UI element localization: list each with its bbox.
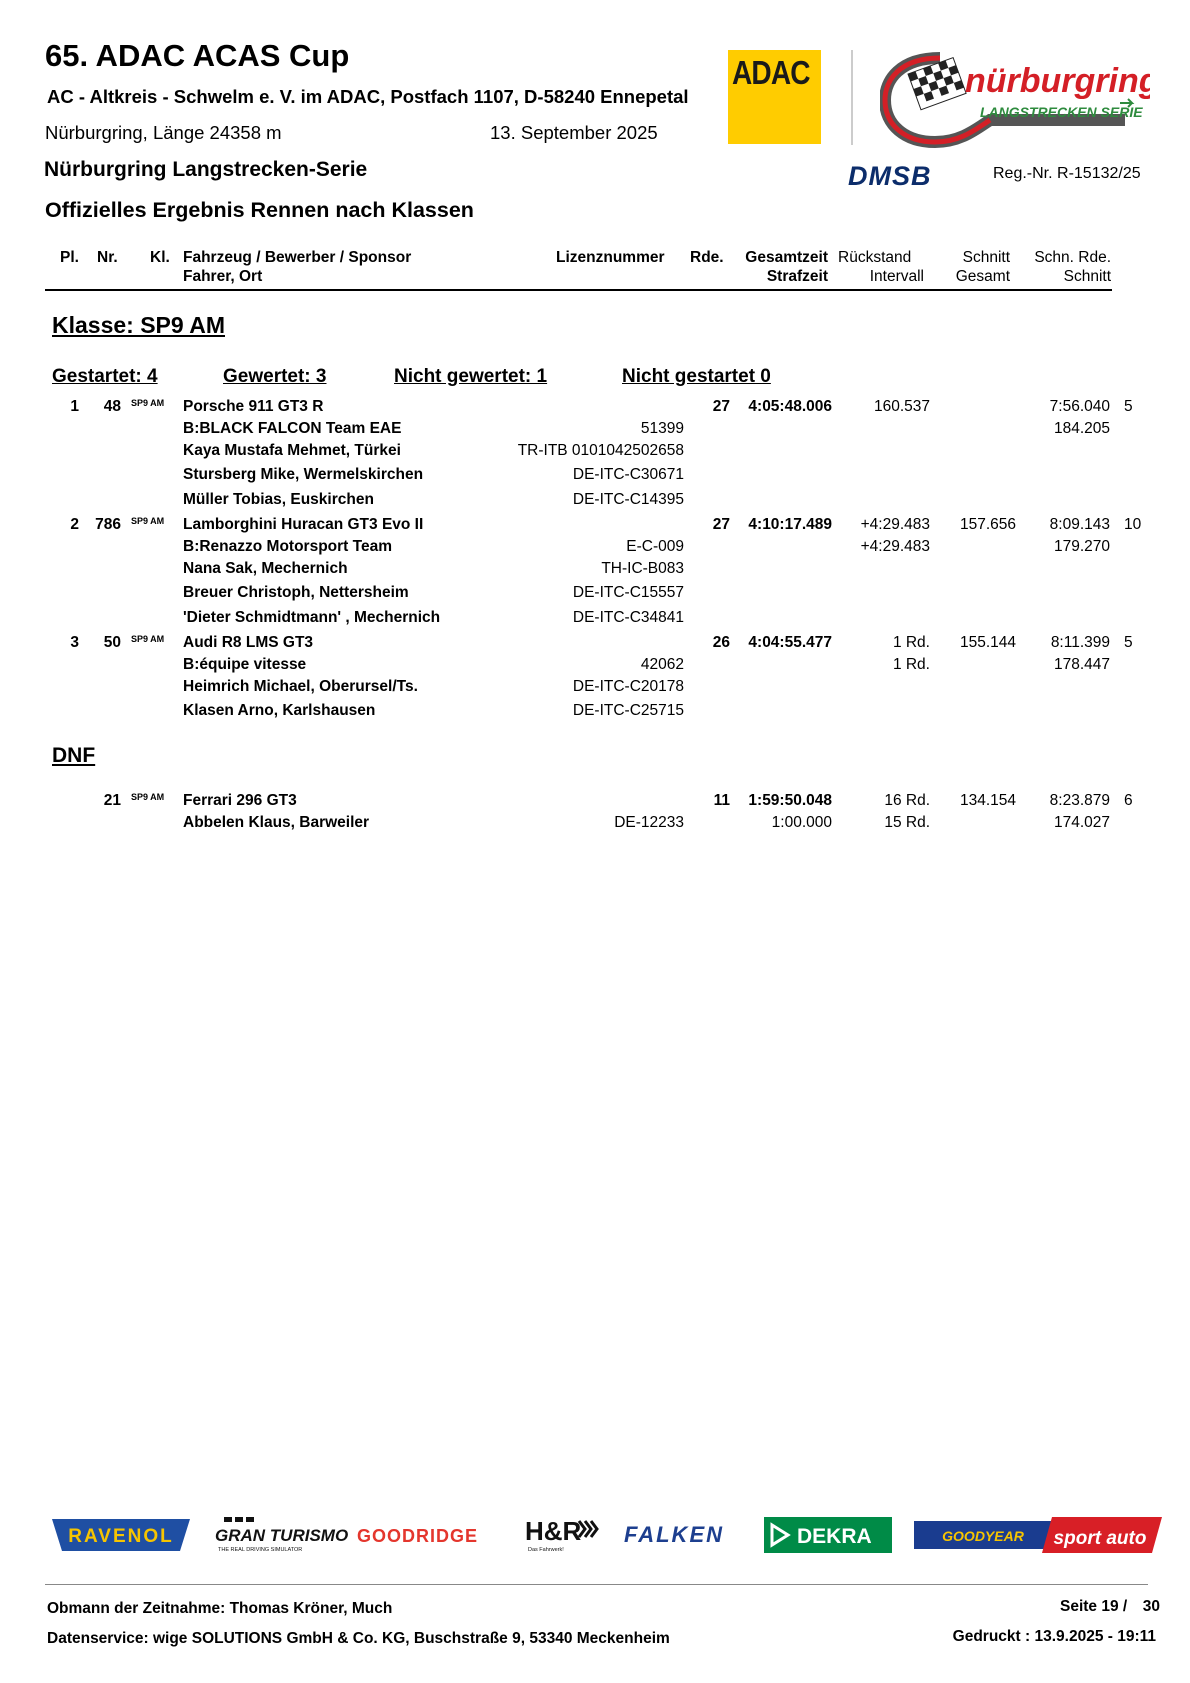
driver: Nana Sak, Mechernich bbox=[183, 560, 348, 577]
col-license: Lizenznummer bbox=[556, 249, 665, 266]
team: B:équipe vitesse bbox=[183, 656, 307, 673]
interval: 15 Rd. bbox=[884, 814, 930, 831]
car-number: 786 bbox=[95, 516, 121, 533]
best-lap: 8:11.399 bbox=[1050, 634, 1110, 651]
class-label: SP9 AM bbox=[131, 792, 165, 802]
avg-speed: 160.537 bbox=[873, 398, 930, 415]
car: Lamborghini Huracan GT3 Evo II bbox=[183, 516, 424, 533]
footer-printed: Gedruckt : 13.9.2025 - 19:11 bbox=[952, 1628, 1156, 1645]
best-lap-no: 10 bbox=[1124, 516, 1142, 533]
goodridge-logo: GOODRIDGE bbox=[357, 1526, 479, 1546]
col-best-avg: Schnitt bbox=[1063, 268, 1111, 285]
laps: 26 bbox=[712, 634, 730, 651]
interval: +4:29.483 bbox=[860, 538, 930, 555]
nring-logo-subtext: LANGSTRECKEN SERIE bbox=[980, 104, 1143, 120]
col-avg: Schnitt bbox=[962, 249, 1010, 266]
total-time: 1:59:50.048 bbox=[748, 792, 832, 809]
car-number: 21 bbox=[103, 792, 121, 809]
penalty-time: 1:00.000 bbox=[771, 814, 832, 831]
class-label: SP9 AM bbox=[131, 516, 165, 526]
class-title: Klasse: SP9 AM bbox=[52, 312, 225, 338]
registration-number: Reg.-Nr. R-15132/25 bbox=[993, 165, 1141, 182]
falken-logo: FALKEN bbox=[624, 1522, 724, 1547]
dmsb-logo: DMSB bbox=[848, 161, 932, 191]
goodyear-logo bbox=[914, 1521, 1052, 1549]
col-nr: Nr. bbox=[97, 249, 118, 266]
dekra-logo bbox=[764, 1517, 892, 1553]
avg-speed: 155.144 bbox=[959, 634, 1016, 651]
gran-turismo-logo bbox=[215, 1517, 348, 1553]
col-total: Gesamtzeit bbox=[745, 249, 828, 266]
col-kl: Kl. bbox=[150, 249, 170, 266]
best-lap-no: 6 bbox=[1124, 792, 1133, 809]
best-lap-no: 5 bbox=[1124, 634, 1133, 651]
best-avg: 178.447 bbox=[1053, 656, 1110, 673]
pl: 1 bbox=[70, 398, 79, 415]
hr-subtext: Das Fahrwerk! bbox=[528, 1547, 564, 1553]
car-number: 48 bbox=[103, 398, 121, 415]
best-avg: 174.027 bbox=[1053, 814, 1110, 831]
sponsor-strip bbox=[52, 1515, 1162, 1555]
adac-logo-text: ADAC bbox=[732, 54, 810, 91]
organizer-address: AC - Altkreis - Schwelm e. V. im ADAC, Postfach 1107, D-58240 Ennepetal bbox=[47, 86, 689, 107]
avg-speed: 134.154 bbox=[959, 792, 1016, 809]
hr-logo bbox=[525, 1516, 597, 1553]
driver-license: DE-12233 bbox=[614, 814, 684, 831]
gap: +4:29.483 bbox=[860, 516, 930, 533]
driver-license: DE-ITC-C25715 bbox=[572, 702, 684, 719]
driver-license: DE-ITC-C30671 bbox=[572, 466, 684, 483]
sport-auto-text: sport auto bbox=[1053, 1528, 1147, 1549]
best-lap: 8:09.143 bbox=[1049, 516, 1110, 533]
gran-turismo-subtext: THE REAL DRIVING SIMULATOR bbox=[218, 1547, 303, 1553]
footer-dataservice: Datenservice: wige SOLUTIONS GmbH & Co. KG, Buschstraße 9, 53340 Meckenheim bbox=[47, 1630, 670, 1647]
total-time: 4:04:55.477 bbox=[748, 634, 832, 651]
driver-license: DE-ITC-C34841 bbox=[572, 609, 684, 626]
driver: Abbelen Klaus, Barweiler bbox=[183, 814, 370, 831]
pl: 2 bbox=[70, 516, 79, 533]
footer-timekeeper: Obmann der Zeitnahme: Thomas Kröner, Much bbox=[47, 1600, 393, 1617]
col-best: Schn. Rde. bbox=[1034, 249, 1111, 266]
logo-divider bbox=[851, 50, 853, 145]
driver: Müller Tobias, Euskirchen bbox=[183, 491, 374, 508]
team-license: E-C-009 bbox=[626, 538, 684, 555]
class-label: SP9 AM bbox=[131, 634, 165, 644]
interval: 1 Rd. bbox=[892, 656, 930, 673]
total-time: 4:05:48.006 bbox=[748, 398, 832, 415]
dnf-title: DNF bbox=[52, 744, 96, 767]
best-avg: 184.205 bbox=[1053, 420, 1110, 437]
dekra-text: DEKRA bbox=[797, 1525, 872, 1548]
goodyear-text: GOODYEAR bbox=[942, 1528, 1024, 1544]
col-gap: Rückstand bbox=[838, 249, 912, 266]
avg-speed: 157.656 bbox=[959, 516, 1016, 533]
team: B:Renazzo Motorsport Team bbox=[183, 538, 392, 555]
footer-rule bbox=[45, 1584, 1148, 1585]
col-laps: Rde. bbox=[690, 249, 724, 266]
series-name: Nürburgring Langstrecken-Serie bbox=[44, 158, 368, 181]
pl: 3 bbox=[70, 634, 79, 651]
footer-page-total: 30 bbox=[1142, 1598, 1160, 1615]
car: Ferrari 296 GT3 bbox=[183, 792, 297, 809]
laps: 11 bbox=[713, 792, 730, 809]
driver: Klasen Arno, Karlshausen bbox=[183, 702, 376, 719]
adac-logo bbox=[728, 50, 821, 144]
driver: 'Dieter Schmidtmann' , Mechernich bbox=[183, 609, 441, 626]
car-number: 50 bbox=[103, 634, 121, 651]
class-label: SP9 AM bbox=[131, 398, 165, 408]
team: B:BLACK FALCON Team EAE bbox=[183, 420, 402, 437]
team-license: 51399 bbox=[640, 420, 684, 437]
col-pl: Pl. bbox=[60, 249, 79, 266]
driver-license: DE-ITC-C14395 bbox=[572, 491, 684, 508]
stat-classified: Gewertet: 3 bbox=[223, 366, 327, 387]
col-interval: Intervall bbox=[869, 268, 924, 285]
driver: Kaya Mustafa Mehmet, Türkei bbox=[183, 442, 401, 459]
best-lap: 8:23.879 bbox=[1049, 792, 1110, 809]
laps: 27 bbox=[712, 398, 730, 415]
footer-page-label: Seite 19 / bbox=[1060, 1598, 1128, 1615]
event-date: 13. September 2025 bbox=[490, 122, 658, 143]
header-rule bbox=[45, 289, 1112, 291]
stat-started: Gestartet: 4 bbox=[52, 366, 158, 387]
driver: Heimrich Michael, Oberursel/Ts. bbox=[183, 678, 418, 695]
driver-license: TR-ITB 0101042502658 bbox=[517, 442, 684, 459]
driver: Stursberg Mike, Wermelskirchen bbox=[183, 466, 424, 483]
driver: Breuer Christoph, Nettersheim bbox=[183, 584, 409, 601]
driver-license: DE-ITC-C20178 bbox=[572, 678, 684, 695]
result-title: Offizielles Ergebnis Rennen nach Klassen bbox=[45, 198, 474, 222]
ravenol-logo bbox=[52, 1519, 190, 1551]
best-lap: 7:56.040 bbox=[1049, 398, 1110, 415]
gap: 1 Rd. bbox=[892, 634, 930, 651]
venue: Nürburgring, Länge 24358 m bbox=[45, 122, 282, 143]
car: Audi R8 LMS GT3 bbox=[183, 634, 314, 651]
stat-not-started: Nicht gestartet 0 bbox=[622, 366, 771, 387]
gap: 16 Rd. bbox=[884, 792, 930, 809]
ravenol-text: RAVENOL bbox=[68, 1526, 174, 1547]
laps: 27 bbox=[712, 516, 730, 533]
driver-license: TH-IC-B083 bbox=[601, 560, 684, 577]
gran-turismo-text: GRAN TURISMO bbox=[215, 1526, 349, 1545]
col-avg-total: Gesamt bbox=[955, 268, 1010, 285]
car: Porsche 911 GT3 R bbox=[183, 398, 324, 415]
best-avg: 179.270 bbox=[1053, 538, 1110, 555]
col-vehicle: Fahrzeug / Bewerber / Sponsor bbox=[183, 249, 412, 266]
driver-license: DE-ITC-C15557 bbox=[572, 584, 684, 601]
col-driver: Fahrer, Ort bbox=[183, 268, 263, 285]
nring-logo-text: nürburgring bbox=[965, 62, 1150, 100]
hr-text: H&R bbox=[525, 1516, 582, 1546]
stat-not-classified: Nicht gewertet: 1 bbox=[394, 366, 548, 387]
team-license: 42062 bbox=[640, 656, 684, 673]
col-penalty: Strafzeit bbox=[766, 268, 828, 285]
nurburgring-logo bbox=[880, 50, 1150, 148]
total-time: 4:10:17.489 bbox=[748, 516, 832, 533]
sport-auto-logo bbox=[1042, 1517, 1162, 1553]
page-title: 65. ADAC ACAS Cup bbox=[45, 38, 350, 73]
best-lap-no: 5 bbox=[1124, 398, 1133, 415]
